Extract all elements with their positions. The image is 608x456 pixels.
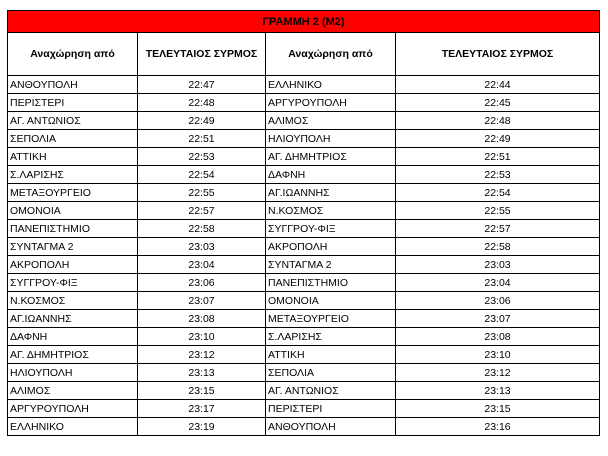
time-cell-inbound: 23:04 xyxy=(138,256,266,274)
time-cell-inbound: 23:15 xyxy=(138,382,266,400)
table-row xyxy=(8,76,600,94)
time-cell-outbound: 22:54 xyxy=(396,184,600,202)
table-row xyxy=(8,238,600,256)
time-cell-outbound: 22:55 xyxy=(396,202,600,220)
station-cell-outbound: Ν.ΚΟΣΜΟΣ xyxy=(266,202,396,220)
time-cell-outbound: 22:48 xyxy=(396,112,600,130)
time-cell-outbound: 23:04 xyxy=(396,274,600,292)
time-cell-inbound: 23:13 xyxy=(138,364,266,382)
station-cell-inbound: ΣΥΓΓΡΟΥ-ΦΙΞ xyxy=(8,274,138,292)
time-cell-inbound: 23:12 xyxy=(138,346,266,364)
time-cell-inbound: 22:49 xyxy=(138,112,266,130)
time-cell-inbound: 22:47 xyxy=(138,76,266,94)
station-cell-outbound: ΣΕΠΟΛΙΑ xyxy=(266,364,396,382)
time-cell-inbound: 23:10 xyxy=(138,328,266,346)
timetable-body xyxy=(8,76,600,436)
station-cell-inbound: ΑΡΓΥΡΟΥΠΟΛΗ xyxy=(8,400,138,418)
table-row xyxy=(8,382,600,400)
station-cell-inbound: ΜΕΤΑΞΟΥΡΓΕΙΟ xyxy=(8,184,138,202)
station-cell-outbound: ΑΓ. ΔΗΜΗΤΡΙΟΣ xyxy=(266,148,396,166)
station-cell-inbound: ΠΕΡΙΣΤΕΡΙ xyxy=(8,94,138,112)
station-cell-inbound: ΑΓ. ΑΝΤΩΝΙΟΣ xyxy=(8,112,138,130)
time-cell-inbound: 22:57 xyxy=(138,202,266,220)
time-cell-inbound: 23:17 xyxy=(138,400,266,418)
station-cell-inbound: ΑΝΘΟΥΠΟΛΗ xyxy=(8,76,138,94)
departure-from-header-2: Αναχώρηση από xyxy=(266,33,396,76)
time-cell-inbound: 23:03 xyxy=(138,238,266,256)
time-cell-outbound: 23:16 xyxy=(396,418,600,436)
station-cell-outbound: ΠΕΡΙΣΤΕΡΙ xyxy=(266,400,396,418)
station-cell-outbound: ΑΝΘΟΥΠΟΛΗ xyxy=(266,418,396,436)
station-cell-inbound: ΕΛΛΗΝΙΚΟ xyxy=(8,418,138,436)
table-row xyxy=(8,220,600,238)
station-cell-inbound: ΑΛΙΜΟΣ xyxy=(8,382,138,400)
station-cell-inbound: ΑΓ.ΙΩΑΝΝΗΣ xyxy=(8,310,138,328)
time-cell-outbound: 23:12 xyxy=(396,364,600,382)
table-row xyxy=(8,274,600,292)
table-row xyxy=(8,130,600,148)
time-cell-inbound: 23:07 xyxy=(138,292,266,310)
station-cell-outbound: Σ.ΛΑΡΙΣΗΣ xyxy=(266,328,396,346)
table-row xyxy=(8,184,600,202)
time-cell-inbound: 22:48 xyxy=(138,94,266,112)
station-cell-outbound: ΑΛΙΜΟΣ xyxy=(266,112,396,130)
time-cell-outbound: 23:07 xyxy=(396,310,600,328)
time-cell-outbound: 22:44 xyxy=(396,76,600,94)
title-row xyxy=(8,11,600,33)
time-cell-outbound: 22:58 xyxy=(396,238,600,256)
station-cell-outbound: ΑΓ.ΙΩΑΝΝΗΣ xyxy=(266,184,396,202)
time-cell-inbound: 22:58 xyxy=(138,220,266,238)
time-cell-inbound: 23:19 xyxy=(138,418,266,436)
last-train-header-2: ΤΕΛΕΥΤΑΙΟΣ ΣΥΡΜΟΣ xyxy=(396,33,600,76)
station-cell-outbound: ΣΥΓΓΡΟΥ-ΦΙΞ xyxy=(266,220,396,238)
time-cell-inbound: 22:53 xyxy=(138,148,266,166)
station-cell-inbound: ΔΑΦΝΗ xyxy=(8,328,138,346)
line-title: ΓΡΑΜΜΗ 2 (Μ2) xyxy=(8,11,600,33)
station-cell-outbound: ΔΑΦΝΗ xyxy=(266,166,396,184)
header-row xyxy=(8,33,600,76)
station-cell-inbound: ΣΕΠΟΛΙΑ xyxy=(8,130,138,148)
station-cell-outbound: ΠΑΝΕΠΙΣΤΗΜΙΟ xyxy=(266,274,396,292)
station-cell-inbound: ΠΑΝΕΠΙΣΤΗΜΙΟ xyxy=(8,220,138,238)
time-cell-inbound: 22:54 xyxy=(138,166,266,184)
station-cell-inbound: ΗΛΙΟΥΠΟΛΗ xyxy=(8,364,138,382)
station-cell-inbound: ΟΜΟΝΟΙΑ xyxy=(8,202,138,220)
station-cell-outbound: ΟΜΟΝΟΙΑ xyxy=(266,292,396,310)
table-row xyxy=(8,400,600,418)
station-cell-outbound: ΑΤΤΙΚΗ xyxy=(266,346,396,364)
table-row xyxy=(8,166,600,184)
station-cell-outbound: ΕΛΛΗΝΙΚΟ xyxy=(266,76,396,94)
table-row xyxy=(8,418,600,436)
timetable-container xyxy=(7,10,599,436)
station-cell-outbound: ΗΛΙΟΥΠΟΛΗ xyxy=(266,130,396,148)
table-row xyxy=(8,346,600,364)
time-cell-outbound: 23:15 xyxy=(396,400,600,418)
time-cell-outbound: 22:45 xyxy=(396,94,600,112)
table-row xyxy=(8,364,600,382)
time-cell-outbound: 23:08 xyxy=(396,328,600,346)
station-cell-outbound: ΜΕΤΑΞΟΥΡΓΕΙΟ xyxy=(266,310,396,328)
table-row xyxy=(8,148,600,166)
station-cell-inbound: ΑΤΤΙΚΗ xyxy=(8,148,138,166)
station-cell-outbound: ΑΡΓΥΡΟΥΠΟΛΗ xyxy=(266,94,396,112)
station-cell-inbound: Σ.ΛΑΡΙΣΗΣ xyxy=(8,166,138,184)
time-cell-outbound: 22:57 xyxy=(396,220,600,238)
table-row xyxy=(8,112,600,130)
time-cell-outbound: 23:10 xyxy=(396,346,600,364)
departure-from-header-1: Αναχώρηση από xyxy=(8,33,138,76)
time-cell-inbound: 22:55 xyxy=(138,184,266,202)
table-row xyxy=(8,202,600,220)
table-row xyxy=(8,94,600,112)
time-cell-outbound: 23:03 xyxy=(396,256,600,274)
station-cell-inbound: ΑΚΡΟΠΟΛΗ xyxy=(8,256,138,274)
time-cell-outbound: 22:49 xyxy=(396,130,600,148)
table-row xyxy=(8,310,600,328)
time-cell-outbound: 22:53 xyxy=(396,166,600,184)
time-cell-outbound: 23:13 xyxy=(396,382,600,400)
time-cell-inbound: 23:08 xyxy=(138,310,266,328)
station-cell-outbound: ΑΚΡΟΠΟΛΗ xyxy=(266,238,396,256)
station-cell-outbound: ΣΥΝΤΑΓΜΑ 2 xyxy=(266,256,396,274)
time-cell-outbound: 23:06 xyxy=(396,292,600,310)
last-train-header-1: ΤΕΛΕΥΤΑΙΟΣ ΣΥΡΜΟΣ xyxy=(138,33,266,76)
table-row xyxy=(8,328,600,346)
time-cell-inbound: 22:51 xyxy=(138,130,266,148)
table-row xyxy=(8,292,600,310)
station-cell-outbound: ΑΓ. ΑΝΤΩΝΙΟΣ xyxy=(266,382,396,400)
table-row xyxy=(8,256,600,274)
station-cell-inbound: ΑΓ. ΔΗΜΗΤΡΙΟΣ xyxy=(8,346,138,364)
time-cell-outbound: 22:51 xyxy=(396,148,600,166)
timetable xyxy=(7,10,600,436)
station-cell-inbound: Ν.ΚΟΣΜΟΣ xyxy=(8,292,138,310)
time-cell-inbound: 23:06 xyxy=(138,274,266,292)
station-cell-inbound: ΣΥΝΤΑΓΜΑ 2 xyxy=(8,238,138,256)
